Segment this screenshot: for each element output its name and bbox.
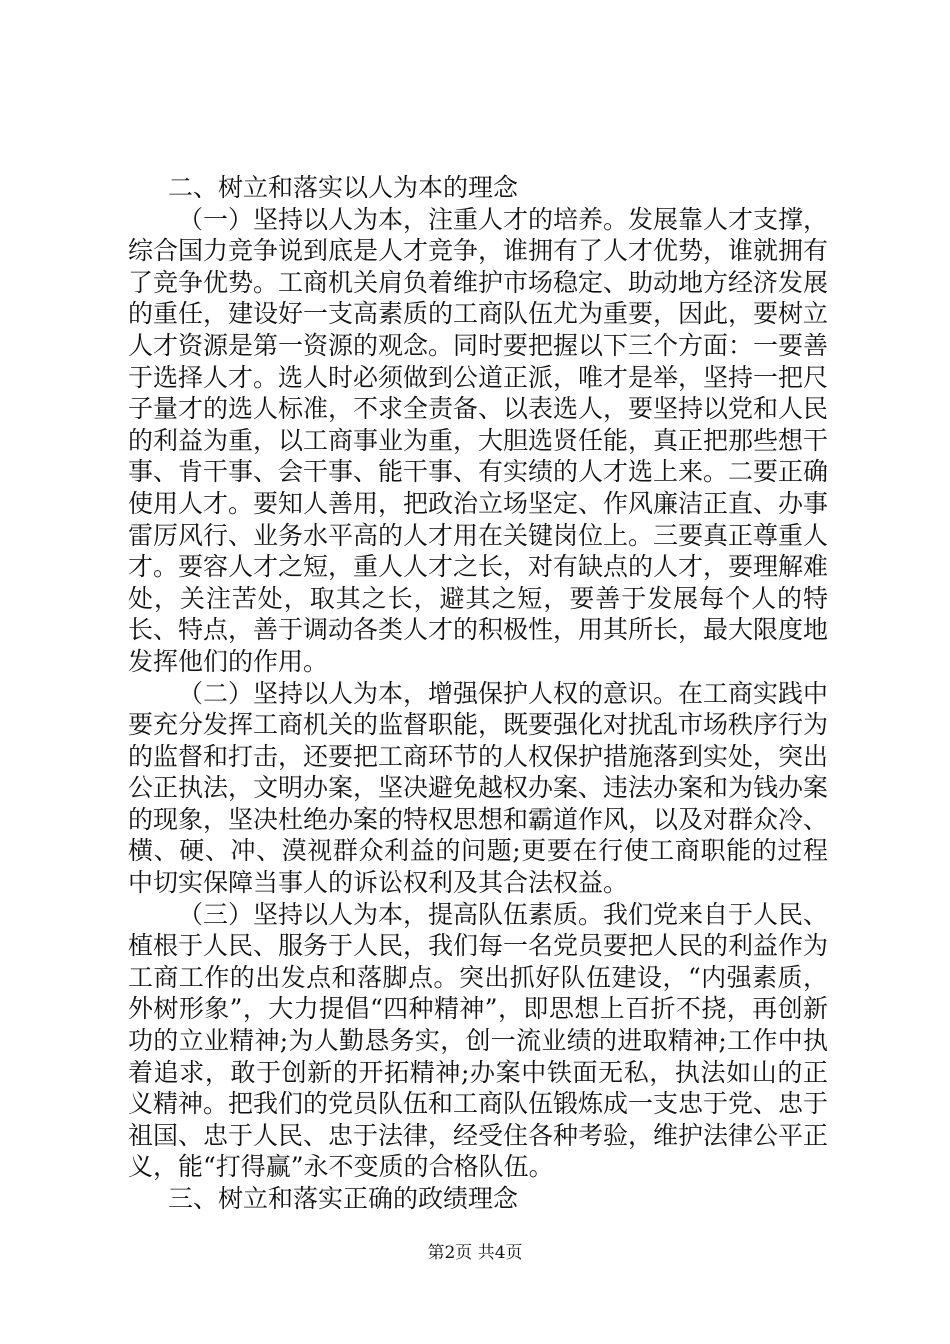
- section-heading: 三、树立和落实正确的政绩理念: [168, 1184, 519, 1213]
- paragraph: （二）坚持以人为本，增强保护人权的意识。在工商实践中要充分发挥工商机关的监督职能，既要强化对扰乱市场秩序行为的监督和打击，还要把工商环节的人权保护措施落到实处，突出公正执法，文明办案，坚决避免越权办案、违法办案和为钱办案的现象，坚决杜绝办案的特权思想和霸道作风，以及对群众冷、横、硬、冲、漠视群众利益的问题;更要在行使工商职能的过程中切实保障当事人的诉讼权利及其合法权益。: [128, 678, 829, 898]
- document-body: [128, 172, 828, 1215]
- paragraph: （一）坚持以人为本，注重人才的培养。发展靠人才支撑，综合国力竞争说到底是人才竞争，谁拥有了人才优势，谁就拥有了竞争优势。工商机关肩负着维护市场稳定、助动地方经济发展的重任，建设好一支高素质的工商队伍尤为重要，因此，要树立人才资源是第一资源的观念。同时要把握以下三个方面：一要善于选择人才。选人时必须做到公道正派，唯才是举，坚持一把尺子量才的选人标准，不求全责备、以表选人，要坚持以党和人民的利益为重，以工商事业为重，大胆选贤任能，真正把那些想干事、肯干事、会干事、能干事、有实绩的人才选上来。二要正确使用人才。要知人善用，把政治立场坚定、作风廉洁正直、办事雷厉风行、业务水平高的人才用在关键岗位上。三要真正尊重人才。要容人才之短，重人人才之长，对有缺点的人才，要理解难处，关注苦处，取其之长，避其之短，要善于发展每个人的特长、特点，善于调动各类人才的积极性，用其所长，最大限度地发挥他们的作用。: [128, 204, 829, 676]
- page-number-footer: 第2页 共4页: [427, 1243, 523, 1263]
- paragraph: （三）坚持以人为本，提高队伍素质。我们党来自于人民、植根于人民、服务于人民，我们每一名党员要把人民的利益作为工商工作的出发点和落脚点。突出抓好队伍建设，“内强素质，外树形象”，大力提倡“四种精神”，即思想上百折不挠，再创新功的立业精神;为人勤恳务实，创一流业绩的进取精神;工作中执着追求，敢于创新的开拓精神;办案中铁面无私，执法如山的正义精神。把我们的党员队伍和工商队伍锻炼成一支忠于党、忠于祖国、忠于人民、忠于法律，经受住各种考验，维护法律公平正义，能“打得赢”永不变质的合格队伍。: [128, 899, 829, 1182]
- section-heading: 二、树立和落实以人为本的理念: [168, 173, 519, 202]
